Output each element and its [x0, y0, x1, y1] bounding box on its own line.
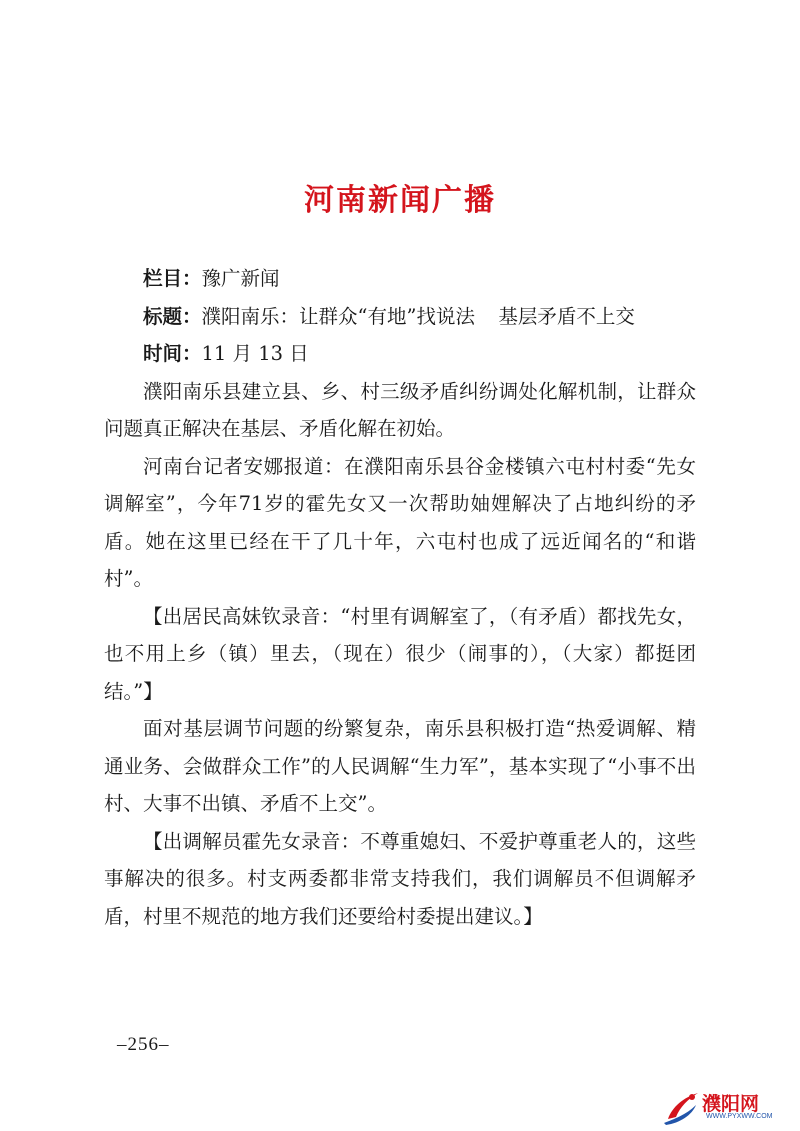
watermark-name: 濮阳网: [702, 1093, 760, 1115]
swoosh-logo-icon: [662, 1089, 702, 1127]
paragraph-2: 河南台记者安娜报道：在濮阳南乐县谷金楼镇六屯村村委“先女调解室”，今年71岁的霍先女又一次帮助妯娌解决了占地纠纷的矛盾。她在这里已经在干了几十年，六屯村也成了远近闻名的“和谐村”。: [104, 454, 696, 590]
column-value: 豫广新闻: [201, 267, 280, 290]
time-label: 时间：: [143, 342, 202, 365]
page-number: –256–: [117, 1034, 170, 1055]
page-title: 河南新闻广播: [304, 183, 496, 218]
meta-time: [104, 335, 696, 373]
headline-label: 标题：: [143, 304, 202, 328]
paragraph-1: 濮阳南乐县建立县、乡、村三级矛盾纠纷调处化解机制，让群众问题真正解决在基层、矛盾化解在初始。: [104, 379, 696, 440]
headline-part2: 基层矛盾不上交: [498, 304, 635, 328]
paragraph-5: 【出调解员霍先女录音：不尊重媳妇、不爱护尊重老人的，这些事解决的很多。村支两委都非常支持我们，我们调解员不但调解矛盾，村里不规范的地方我们还要给村委提出建议。】: [104, 829, 696, 928]
meta-headline: [104, 298, 696, 336]
column-label: 栏目：: [143, 267, 202, 290]
document-body: [104, 260, 696, 935]
headline-part1: 濮阳南乐：让群众“有地”找说法: [201, 304, 475, 328]
paragraph-4: 面对基层调节问题的纷繁复杂，南乐县积极打造“热爱调解、精通业务、会做群众工作”的人民调解“生力军”，基本实现了“小事不出村、大事不出镇、矛盾不上交”。: [104, 717, 696, 815]
watermark-url: WWW.PYXWW.COM: [706, 1113, 773, 1120]
paragraph-3: 【出居民高妹钦录音：“村里有调解室了，（有矛盾）都找先女，也不用上乡（镇）里去，（现在）很少（闹事的），（大家）都挺团结。”】: [104, 604, 696, 703]
meta-column: [104, 260, 696, 298]
time-value: 11 月 13 日: [201, 342, 309, 365]
watermark-logo: [662, 1089, 792, 1127]
